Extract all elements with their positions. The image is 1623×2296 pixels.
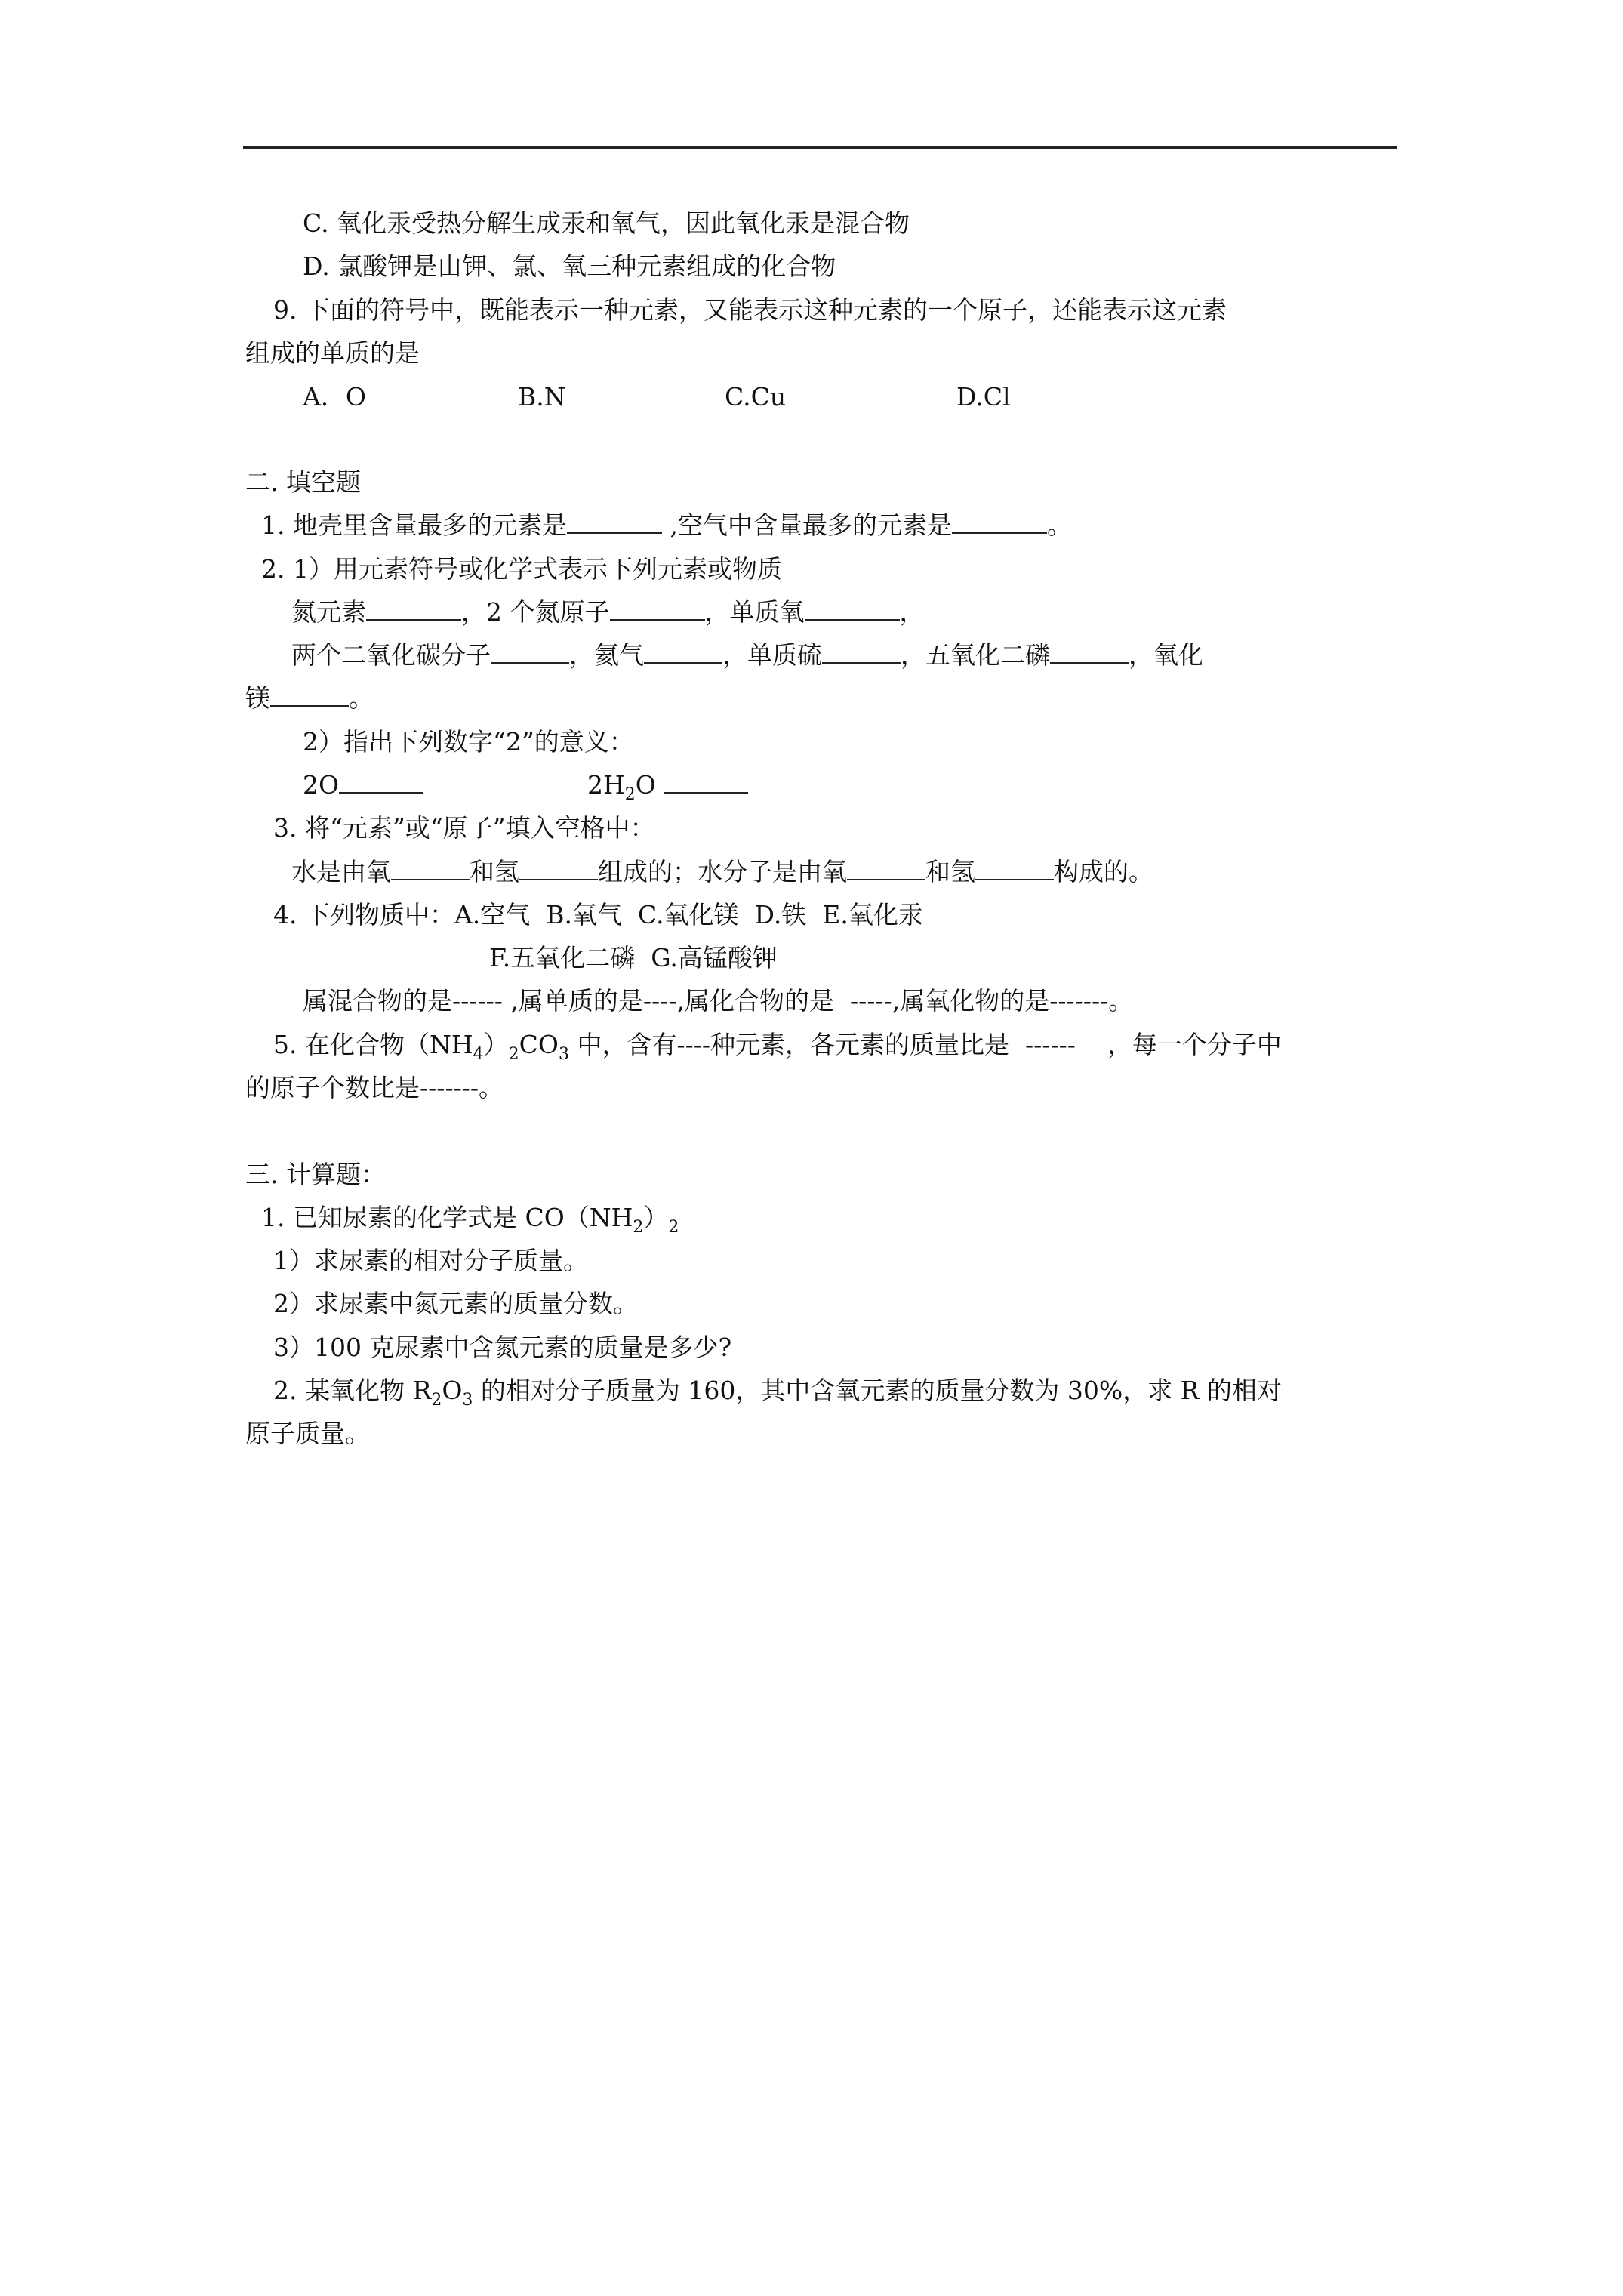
- calc-q2-line2: 原子质量。: [245, 1419, 370, 1448]
- blank[interactable]: [952, 510, 1047, 534]
- calc-q1-part2: 2）求尿素中氮元素的质量分数。: [273, 1289, 638, 1318]
- fill-q1: 1. 地壳里含量最多的元素是 ,空气中含量最多的元素是 。: [261, 510, 1072, 540]
- blank[interactable]: [491, 639, 569, 664]
- fill-q3-line: 水是由氧 和氢 组成的；水分子是由氧 和氢 构成的。: [291, 857, 1153, 886]
- section-2-title: 二. 填空题: [245, 467, 361, 497]
- blank[interactable]: [270, 683, 349, 707]
- fill-q2-title: 2. 1）用元素符号或化学式表示下列元素或物质: [261, 554, 782, 584]
- question-9-option-b: B.N: [518, 382, 566, 411]
- fill-q5-line1: 5. 在化合物$(NH_4)_2CO_3$ 中，含有----种元素，各元素的质量比是 ------ ，每一个分子中: [273, 1030, 1282, 1064]
- blank[interactable]: [567, 510, 662, 534]
- blank[interactable]: [610, 596, 705, 621]
- blank[interactable]: [664, 769, 748, 794]
- question-9-option-c: C.Cu: [725, 382, 787, 411]
- calc-q1-part3: 3）100 克尿素中含氮元素的质量是多少?: [273, 1333, 732, 1362]
- blank[interactable]: [1050, 639, 1129, 664]
- fill-q2-line2: 两个二氧化碳分子 ，氦气 ，单质硫 ，五氧化二磷 ，氧化: [291, 640, 1203, 670]
- section-3-title: 三. 计算题：: [245, 1160, 386, 1189]
- blank[interactable]: [391, 856, 470, 880]
- blank[interactable]: [847, 856, 925, 880]
- blank[interactable]: [339, 769, 423, 794]
- fill-q3-title: 3. 将“元素”或“原子”填入空格中：: [273, 813, 655, 843]
- fill-q2-2o: 2O: [303, 769, 423, 802]
- blank[interactable]: [519, 856, 598, 880]
- header-rule: [243, 146, 1397, 149]
- blank[interactable]: [975, 856, 1054, 880]
- fill-q2-2h2o: $2H_2O$: [587, 769, 748, 812]
- question-9-line2: 组成的单质的是: [245, 338, 420, 368]
- question-9-option-d: D.Cl: [956, 382, 1011, 411]
- fill-q4-line3: 属混合物的是------ ,属单质的是----,属化合物的是 -----,属氧化物的是-------。: [303, 986, 1134, 1015]
- fill-q2-line1: 氮元素 ，2 个氮原子 ，单质氧 ，: [291, 597, 925, 627]
- blank[interactable]: [805, 596, 900, 621]
- calc-q2-line1: 2. 某氧化物 $R_2O_3$ 的相对分子质量为 160，其中含氧元素的质量分数为 30%，求 R 的相对: [273, 1376, 1283, 1410]
- fill-q4-line1: 4. 下列物质中：A.空气 B.氧气 C.氧化镁 D.铁 E.氧化汞: [273, 900, 923, 929]
- fill-q2-sub: 2）指出下列数字“2”的意义：: [303, 727, 634, 757]
- fill-q5-line2: 的原子个数比是-------。: [245, 1073, 504, 1102]
- option-d: D. 氯酸钾是由钾、氯、氧三种元素组成的化合物: [303, 251, 836, 281]
- question-9-option-a: A．O: [303, 382, 366, 411]
- question-9-line1: 9. 下面的符号中，既能表示一种元素，又能表示这种元素的一个原子，还能表示这元素: [273, 295, 1227, 325]
- calc-q1-part1: 1）求尿素的相对分子质量。: [273, 1246, 588, 1275]
- blank[interactable]: [644, 639, 722, 664]
- option-c: C. 氧化汞受热分解生成汞和氧气，因此氧化汞是混合物: [303, 208, 910, 238]
- fill-q2-line3: 镁 。: [245, 683, 374, 713]
- calc-q1: 1. 已知尿素的化学式是 $CO(NH_2)_2$: [261, 1203, 679, 1237]
- blank[interactable]: [822, 639, 901, 664]
- fill-q4-line2: F.五氧化二磷 G.高锰酸钾: [489, 943, 778, 972]
- blank[interactable]: [366, 596, 461, 621]
